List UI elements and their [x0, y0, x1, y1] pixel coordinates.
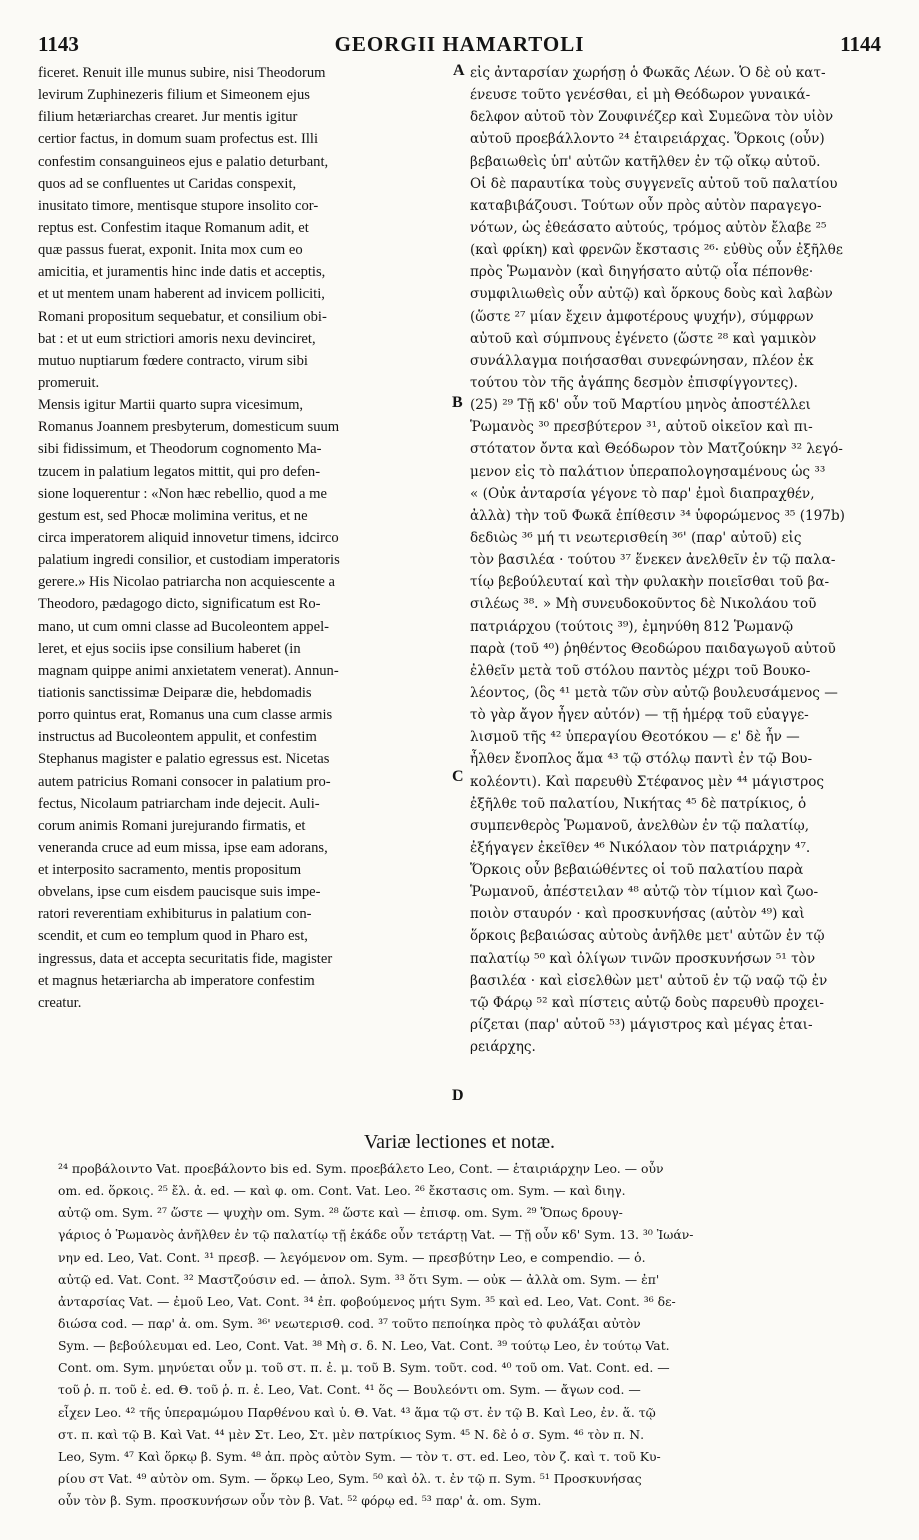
section-marker-d: D: [452, 1087, 464, 1104]
greek-text-line: « (Οὐκ ἀνταρσία γέγονε τὸ παρ' ἐμοὶ διαπραχθέν,: [470, 485, 815, 502]
left-page-number: 1143: [38, 32, 79, 56]
latin-text-line: obvelans, ipse cum eisdem paucisque suis impe-: [38, 884, 321, 901]
greek-text-line: κολέοντι). Καὶ παρευθὺ Στέφανος μὲν ⁴⁴ μάγιστρος: [470, 773, 824, 790]
greek-column: [470, 62, 882, 1058]
greek-text-line: στότατον ὄντα καὶ Θεόδωρον τὸν Ματζούκην ³² λεγό-: [470, 441, 843, 458]
latin-text-line: autem patricius Romani consocer in palatium pro-: [38, 773, 331, 790]
latin-text-line: reptus est. Confestim itaque Romanum adit, et: [38, 219, 309, 236]
greek-text-line: αὐτοῦ προεβάλλοντο ²⁴ ἑταιρειάρχας. Ὅρκοις (οὖν): [470, 131, 825, 148]
greek-text-line: ἐξήγαγεν ἐκεῖθεν ⁴⁶ Νικόλαον τὸν πατριάρχην ⁴⁷.: [470, 839, 811, 856]
latin-text-line: Romani propositum sequebatur, et consilium obi-: [38, 308, 327, 325]
note-line: νην ed. Leo, Vat. Cont. ³¹ πρεσβ. — λεγόμενον om. Sym. — πρεσβύτην Leo, e compendio. — ὁ.: [58, 1249, 646, 1265]
latin-text-line: instructus ad Bucoleontem appulit, et confestim: [38, 729, 317, 746]
greek-text-line: λισμοῦ τῆς ⁴² ὑπεραγίου Θεοτόκου — ε' δὲ ἦν —: [470, 729, 800, 746]
latin-text-line: Romanus Joannem presbyterum, domesticum suum: [38, 419, 340, 436]
running-title: GEORGII HAMARTOLI: [334, 32, 585, 56]
notes-heading: Variæ lectiones et notæ.: [363, 1131, 556, 1153]
greek-text-line: συνάλλαγμα ποιήσασθαι συνεφώνησαν, πλέον ἐκ: [470, 352, 814, 369]
note-line: Sym. — βεβούλευμαι ed. Leo, Cont. Vat. ³⁸ Μὴ σ. δ. Ν. Leo, Vat. Cont. ³⁹ τούτῳ Leo, ἐν τούτῳ Vat.: [58, 1338, 670, 1354]
latin-text-line: tzucem in palatium legatos mittit, qui pro defen-: [38, 463, 321, 480]
greek-text-line: συμπενθερὸς Ῥωμανοῦ, ἀνελθὼν ἐν τῷ παλατίῳ,: [470, 817, 810, 834]
greek-text-line: παρὰ (τοῦ ⁴⁰) ῥηθέντος Θεοδώρου παιδαγωγοῦ αὐτοῦ: [470, 640, 836, 657]
note-line: τοῦ ῥ. π. τοῦ ἐ. ed. Θ. τοῦ ῥ. π. ἐ. Leo, Vat. Cont. ⁴¹ ὅς — Βουλεόντι om. Sym. — ἄγων cod. —: [58, 1382, 641, 1398]
greek-text-line: βεβαιωθεὶς ὑπ' αὐτῶν κατῆλθεν ἐν τῷ οἴκῳ αὐτοῦ.: [470, 153, 821, 170]
latin-text-line: fectus, Nicolaum patriarcham inde dejecit. Auli-: [38, 795, 320, 812]
greek-text-line: τούτου τὸν τῆς ἀγάπης δεσμὸν ἐπισφίγγοντες).: [470, 374, 798, 391]
latin-text-line: gestum est, sed Phocæ molimina veritus, et ne: [38, 507, 308, 524]
note-line: διώσα cod. — παρ' ἀ. om. Sym. ³⁶' νεωτερισθ. cod. ³⁷ τοῦτο πεποίηκα πρὸς τὸ φυλάξαι αὐτὸν: [58, 1315, 641, 1331]
latin-text-line: et ut mentem unam haberent ad invicem polliciti,: [38, 286, 325, 303]
greek-text-line: Ῥωμανοῦ, ἀπέστειλαν ⁴⁸ αὐτῷ τὸν τίμιον καὶ ζωο-: [470, 884, 819, 901]
latin-text-line: ingressus, data et accepta securitatis fide, magister: [38, 950, 333, 967]
greek-text-line: Ὅρκοις οὖν βεβαιώθέντες οἱ τοῦ παλατίου παρὰ: [470, 862, 804, 879]
latin-text-line: circa imperatorem aliquid innovetur timens, idcirco: [38, 529, 339, 546]
greek-text-line: μενον εἰς τὸ παλάτιον ὑπεραπολογησαμένους ὡς ³³: [470, 463, 826, 480]
latin-text-line: confestim consanguineos ejus e palatio deturbant,: [38, 153, 329, 170]
latin-text-line: Mensis igitur Martii quarto supra vicesimum,: [38, 397, 304, 414]
greek-text-line: ἀλλὰ) τὴν τοῦ Φωκᾶ ἐπίθεσιν ³⁴ ὑφορώμενος ³⁵ (197b): [470, 507, 845, 524]
latin-text-line: et magnus hetæriarcha ab imperatore confestim: [38, 972, 315, 989]
greek-text-line: πρὸς Ῥωμανὸν (καὶ διηγήσατο αὐτῷ οἷα πέπονθε·: [470, 264, 814, 281]
greek-text-line: δελφον αὐτοῦ τὸν Ζουφινέζερ καὶ Συμεῶνα τὸν υἱὸν: [470, 109, 834, 126]
greek-text-line: παλατίῳ ⁵⁰ καὶ ὀλίγων τινῶν προσκυνήσων ⁵¹ τὸν: [470, 950, 816, 967]
greek-text-line: ποιὸν σταυρόν · καὶ προσκυνήσας (αὐτὸν ⁴⁹) καὶ: [470, 906, 805, 923]
greek-text-line: πατριάρχου (τούτοις ³⁹), ἐμηνύθη 812 Ῥωμανῷ: [470, 618, 794, 635]
latin-text-line: mutuo nuptiarum fœdere contracto, virum sibi: [38, 352, 308, 369]
greek-text-line: αὐτοῦ καὶ σύμπνους ἐγένετο (ὥστε ²⁸ καὶ γαμικὸν: [470, 330, 817, 347]
greek-text-line: Οἱ δὲ παραυτίκα τοὺς συγγενεῖς αὐτοῦ τοῦ παλατίου: [470, 175, 838, 192]
variant-readings: [58, 1159, 884, 1513]
latin-text-line: levirum Zuphinezeris filium et Simeonem ejus: [38, 87, 310, 104]
note-line: γάριος ὁ Ῥωμανὸς ἀνῆλθεν ἐν τῷ παλατίῳ τῇ ἑκάδε οὖν τετάρτῃ Vat. — Τῇ οὖν κδ' Sym. 13. ³⁰ Ἰωάν-: [58, 1227, 694, 1243]
greek-text-line: σιλέως ³⁸. » Μὴ συνευδοκοῦντος δὲ Νικολάου τοῦ: [470, 596, 817, 613]
note-line: ²⁴ προβάλοιντο Vat. προεβάλοντο bis ed. Sym. προεβάλετο Leo, Cont. — ἑταιριάρχην Leo. — οὖν: [58, 1161, 664, 1176]
greek-text-line: ἦλθεν ἔνοπλος ἅμα ⁴³ τῷ στόλῳ παντὶ ἐν τῷ Βου-: [470, 751, 813, 768]
greek-text-line: (25) ²⁹ Τῇ κδ' οὖν τοῦ Μαρτίου μηνὸς ἀποστέλλει: [470, 397, 811, 414]
section-marker-c: C: [452, 768, 464, 785]
latin-text-line: bat : et ut eum strictiori amoris nexu devinciret,: [38, 330, 316, 347]
note-line: αὐτῷ ed. Vat. Cont. ³² Μαστζούσιν ed. — ἀπολ. Sym. ³³ ὅτι Sym. — οὐκ — ἀλλὰ om. Sym. — ἐπ': [58, 1271, 660, 1287]
note-line: om. ed. ὅρκοις. ²⁵ ἔλ. ἀ. ed. — καὶ φ. om. Cont. Vat. Leo. ²⁶ ἔκστασις om. Sym. — καὶ διηγ.: [58, 1183, 626, 1199]
greek-text-line: ρειάρχης.: [470, 1039, 536, 1056]
greek-text-line: καταβιβάζουσι. Τούτων οὖν πρὸς αὐτὸν παραγεγο-: [470, 197, 822, 214]
latin-text-line: creatur.: [38, 994, 82, 1011]
note-line: ρίου στ Vat. ⁴⁹ αὐτὸν om. Sym. — ὅρκῳ Leo, Sym. ⁵⁰ καὶ ὀλ. τ. ἐν τῷ π. Sym. ⁵¹ Προσκυνήσας: [58, 1470, 642, 1486]
greek-text-line: (καὶ φρίκη) καὶ φρενῶν ἔκστασις ²⁶· εὐθὺς οὖν ἐξῆλθε: [470, 242, 843, 259]
latin-text-line: Stephanus magister e palatio egressus est. Nicetas: [38, 751, 330, 768]
greek-text-line: δεδιὼς ³⁶ μή τι νεωτερισθείη ³⁶' (παρ' αὐτοῦ) εἰς: [470, 529, 802, 546]
greek-text-line: τὸν βασιλέα · τούτου ³⁷ ἕνεκεν ἀνελθεῖν ἐν τῷ παλα-: [470, 552, 836, 569]
latin-text-line: leret, et ejus sociis ipse consilium haberet (in: [38, 640, 301, 657]
latin-text-line: filium hetæriarchas crearet. Jur mentis igitur: [38, 109, 298, 126]
latin-text-line: ratori reverentiam exhibiturus in palatium con-: [38, 906, 312, 923]
greek-text-line: τίῳ βεβούλευταί καὶ τὴν φυλακὴν ποιεῖσθαι τοῦ βα-: [470, 574, 830, 591]
latin-text-line: gerere.» His Nicolao patriarcha non acquiescente a: [38, 574, 335, 591]
greek-text-line: ἐξῆλθε τοῦ παλατίου, Νικήτας ⁴⁵ δὲ πατρίκιος, ὁ: [470, 795, 807, 812]
latin-text-line: sione loquerentur : «Non hæc rebellio, quod a me: [38, 485, 327, 502]
greek-text-line: εἰς ἀνταρσίαν χωρήσῃ ὁ Φωκᾶς Λέων. Ὁ δὲ οὐ κατ-: [470, 65, 826, 81]
greek-text-line: συμφιλιωθεὶς οὖν αὐτῷ) καὶ ὅρκους δοὺς καὶ λαβὼν: [470, 286, 833, 303]
section-marker-a: A: [453, 62, 465, 79]
greek-text-line: τῷ Φάρῳ ⁵² καὶ πίστεις αὐτῷ δοὺς παρευθὺ προχει-: [470, 994, 824, 1011]
section-marker-b: B: [452, 394, 463, 411]
latin-text-line: veneranda cruce ad eum missa, ipse eam adorans,: [38, 839, 328, 856]
note-line: στ. π. καὶ τῷ Β. Καὶ Vat. ⁴⁴ μὲν Στ. Leo, Στ. μὲν πατρίκιος Sym. ⁴⁵ Ν. δὲ ὁ σ. Sym. ⁴⁶ τὸν π. Ν.: [58, 1426, 645, 1442]
greek-text-line: (ὥστε ²⁷ μίαν ἔχειν ἀμφοτέρους ψυχήν), σύμφρων: [470, 308, 814, 325]
greek-text-line: λέοντος, (ὃς ⁴¹ μετὰ τῶν σὺν αὐτῷ βουλευσάμενος —: [470, 684, 838, 701]
note-line: Leo, Sym. ⁴⁷ Καὶ ὅρκῳ β. Sym. ⁴⁸ ἀπ. πρὸς αὐτὸν Sym. — τὸν τ. στ. ed. Leo, τὸν ζ. καὶ τ. τοῦ Κυ-: [58, 1448, 661, 1464]
latin-text-line: inusitato timore, mentisque stupore insolito cor-: [38, 197, 319, 214]
latin-text-line: ficeret. Renuit ille munus subire, nisi Theodorum: [38, 65, 326, 81]
latin-text-line: palatium ingredi consilior, et custodiam imperatoris: [38, 552, 340, 569]
latin-text-line: amicitia, et juramentis hinc inde datis et acceptis,: [38, 264, 326, 281]
latin-text-line: magnam quippe animi anxietatem venerat). Annun-: [38, 662, 339, 679]
latin-column: [38, 62, 459, 1014]
greek-text-line: βασιλέα · καὶ εἰσελθὼν μετ' αὐτοῦ ἐν τῷ ναῷ τῷ ἐν: [470, 972, 828, 989]
note-line: οὖν τὸν β. Sym. προσκυνήσων οὖν τὸν β. Vat. ⁵² φόρῳ ed. ⁵³ παρ' ἀ. om. Sym.: [58, 1493, 542, 1509]
latin-text-line: porro quintus erat, Romanus una cum classe armis: [38, 707, 333, 724]
note-line: Cont. om. Sym. μηνύεται οὖν μ. τοῦ στ. π. ἐ. μ. τοῦ Β. Sym. τοῦτ. cod. ⁴⁰ τοῦ om. Vat. Cont. ed. —: [58, 1360, 670, 1376]
note-line: αὐτῷ om. Sym. ²⁷ ὥστε — ψυχὴν om. Sym. ²⁸ ὥστε καὶ — ἐπισφ. om. Sym. ²⁹ Ὅπως δρουγ-: [58, 1205, 623, 1221]
latin-text-line: sibi fidissimum, et Theodorum cognomento Ma-: [38, 441, 322, 458]
greek-text-line: ὅρκοις βεβαιώσας αὐτοὺς ἀνῆλθε μετ' αὐτῶν ἐν τῷ: [470, 928, 825, 945]
latin-text-line: promeruit.: [38, 374, 100, 391]
greek-text-line: Ῥωμανὸς ³⁰ πρεσβύτερον ³¹, αὐτοῦ οἰκεῖον καὶ πι-: [470, 419, 813, 436]
latin-text-line: corum animis Romani jurejurando firmatis, et: [38, 817, 306, 834]
latin-text-line: quos ad se confluentes ut Caridas conspexit,: [38, 175, 297, 192]
greek-text-line: νότων, ὡς ἐθεάσατο αὐτούς, τρόμος αὐτὸν ἔλαβε ²⁵: [470, 219, 827, 236]
greek-text-line: ένευσε τοῦτο γενέσθαι, εἰ μὴ Θεόδωρον γυναικά-: [470, 87, 811, 104]
latin-text-line: et interposito sacramento, mentis propositum: [38, 862, 302, 879]
latin-text-line: quæ passus fuerat, exponit. Inita mox cum eo: [38, 242, 303, 259]
latin-text-line: certior factus, in domum suam profectus est. Illi: [38, 131, 319, 148]
latin-text-line: Theodoro, pædagogo dicto, significatum est Ro-: [38, 596, 321, 613]
note-line: ἀνταρσίας Vat. — ἐμοῦ Leo, Vat. Cont. ³⁴ ἐπ. φοβούμενος μήτι Sym. ³⁵ καὶ ed. Leo, Vat. Cont. ³⁶ δε-: [58, 1293, 676, 1309]
page-header: [38, 32, 881, 58]
greek-text-line: ρίζεται (παρ' αὐτοῦ ⁵³) μάγιστρος καὶ μέγας ἑται-: [470, 1017, 813, 1034]
greek-text-line: ἐλθεῖν μετὰ τοῦ στόλου παντὸς μέχρι τοῦ Βουκο-: [470, 662, 811, 679]
latin-text-line: tiationis sanctissimæ Deiparæ die, hebdomadis: [38, 684, 312, 701]
right-page-number: 1144: [840, 32, 881, 56]
greek-text-line: τὸ γὰρ ἄγον ἦγεν αὐτόν) — τῇ ἡμέρᾳ τοῦ εὐαγγε-: [470, 707, 809, 724]
latin-text-line: mano, ut cum omni classe ad Bucoleontem appel-: [38, 618, 329, 635]
latin-text-line: scendit, et cum eo templum quod in Pharo est,: [38, 928, 308, 945]
note-line: εἶχεν Leo. ⁴² τῆς ὑπεραμώμου Παρθένου καὶ ὑ. Θ. Vat. ⁴³ ἅμα τῷ στ. ἐν τῷ Β. Καὶ Leo, ἐν. ἅ. τῷ: [58, 1404, 656, 1420]
